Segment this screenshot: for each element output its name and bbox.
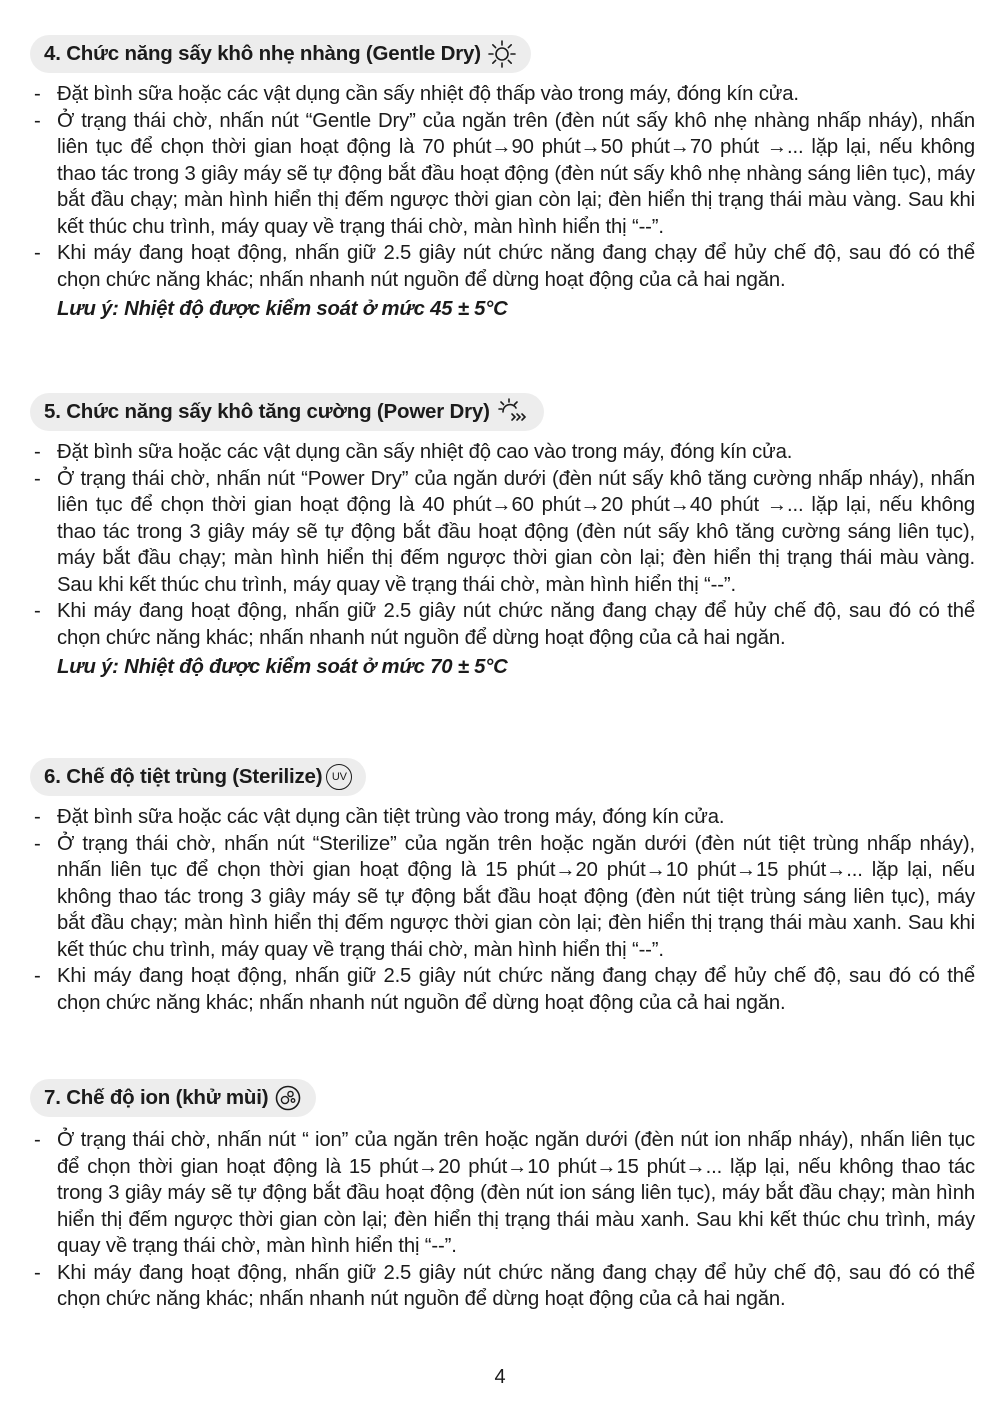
list-item: - Ở trạng thái chờ, nhấn nút “Sterilize” của ngăn trên hoặc ngăn dưới (đèn nút tiệt trùng nhấp nháy), nhấn liên tục để chọn thời gian hoạt động là 15 phút→20 phút→10 phút→15 phút→... lặp lại, nếu không thao tác trong 3 giây máy sẽ tự động bắt đầu hoạt động (đèn nút tiệt trùng sáng liên tục), máy bắt đầu chạy; màn hình hiển thị đếm ngược thời gian còn lại; đèn hiển thị trạng thái màu xanh. Sau khi kết thúc chu trình, máy quay về trạng thái chờ, màn hình hiển thị “--”. xyxy=(34,832,975,961)
bullet-list xyxy=(30,81,975,293)
section-heading xyxy=(30,758,366,796)
section-sterilize xyxy=(30,758,975,1016)
list-item: - Ở trạng thái chờ, nhấn nút “Gentle Dry” của ngăn trên (đèn nút sấy khô nhẹ nhàng nhấp nháy), nhấn liên tục để chọn thời gian hoạt động là 70 phút→90 phút→50 phút→70 phút →... lặp lại, nếu không thao tác trong 3 giây máy sẽ tự động bắt đầu hoạt động (đèn nút sấy khô nhẹ nhàng sáng liên tục), máy bắt đầu chạy; màn hình hiển thị đếm ngược thời gian còn lại; đèn hiển thị trạng thái màu vàng. Sau khi kết thúc chu trình, máy quay về trạng thái chờ, màn hình hiển thị “--”. xyxy=(34,109,975,238)
section-title: 6. Chế độ tiệt trùng (Sterilize) xyxy=(44,765,323,788)
section-power-dry xyxy=(30,393,975,681)
page-number: 4 xyxy=(494,1366,506,1388)
list-item: - Khi máy đang hoạt động, nhấn giữ 2.5 giây nút chức năng đang chạy để hủy chế độ, sau đó có thể chọn chức năng khác; nhấn nhanh nút nguồn để dừng hoạt động của cả hai ngăn. xyxy=(34,242,975,291)
sun-icon xyxy=(487,39,517,69)
list-item: - Đặt bình sữa hoặc các vật dụng cần tiệt trùng vào trong máy, đóng kín cửa. xyxy=(34,806,725,828)
list-item: - Đặt bình sữa hoặc các vật dụng cần sấy nhiệt độ cao vào trong máy, đóng kín cửa. xyxy=(34,441,793,463)
section-heading xyxy=(30,1079,316,1117)
list-item: - Ở trạng thái chờ, nhấn nút “Power Dry” của ngăn dưới (đèn nút sấy khô tăng cường nhấp nháy), nhấn liên tục để chọn thời gian hoạt động là 40 phút→60 phút→20 phút→40 phút →... lặp lại, nếu không thao tác trong 3 giây máy sẽ tự động bắt đầu hoạt động (đèn nút sấy khô tăng cường sáng liên tục), máy bắt đầu chạy; màn hình hiển thị đếm ngược thời gian còn lại; đèn hiển thị trạng thái màu vàng. Sau khi kết thúc chu trình, máy quay về trạng thái chờ, màn hình hiển thị “--”. xyxy=(34,467,975,596)
ion-icon xyxy=(274,1084,302,1112)
bullet-list xyxy=(30,439,975,651)
section-gentle-dry xyxy=(30,35,975,323)
list-item: - Khi máy đang hoạt động, nhấn giữ 2.5 giây nút chức năng đang chạy để hủy chế độ, sau đó có thể chọn chức năng khác; nhấn nhanh nút nguồn để dừng hoạt động của cả hai ngăn. xyxy=(34,965,975,1014)
section-title: 7. Chế độ ion (khử mùi) xyxy=(44,1086,269,1109)
list-item: - Khi máy đang hoạt động, nhấn giữ 2.5 giây nút chức năng đang chạy để hủy chế độ, sau đó có thể chọn chức năng khác; nhấn nhanh nút nguồn để dừng hoạt động của cả hai ngăn. xyxy=(34,600,975,649)
power-dry-icon xyxy=(496,397,530,427)
list-item: - Ở trạng thái chờ, nhấn nút “ ion” của ngăn trên hoặc ngăn dưới (đèn nút ion nhấp nháy), nhấn liên tục để chọn thời gian hoạt động là 15 phút→20 phút→10 phút→15 phút→... lặp lại, nếu không thao tác trong 3 giây máy sẽ tự động bắt đầu hoạt động (đèn nút ion sáng liên tục), máy bắt đầu chạy; màn hình hiển thị đếm ngược thời gian còn lại; đèn hiển thị trạng thái màu xanh. Sau khi kết thúc chu trình, máy quay về trạng thái chờ, màn hình hiển thị “--”. xyxy=(34,1129,975,1257)
section-ion xyxy=(30,1079,975,1313)
uv-icon: UV xyxy=(326,764,352,790)
temperature-note: Lưu ý: Nhiệt độ được kiểm soát ở mức 45 ± 5°C xyxy=(57,298,508,320)
temperature-note: Lưu ý: Nhiệt độ được kiểm soát ở mức 70 ± 5°C xyxy=(57,656,508,678)
bullet-list xyxy=(30,1127,975,1313)
bullet-list xyxy=(30,804,975,1016)
list-item: - Đặt bình sữa hoặc các vật dụng cần sấy nhiệt độ thấp vào trong máy, đóng kín cửa. xyxy=(34,83,799,105)
section-heading xyxy=(30,393,544,431)
section-title: 5. Chức năng sấy khô tăng cường (Power Dry) xyxy=(44,400,490,423)
list-item: - Khi máy đang hoạt động, nhấn giữ 2.5 giây nút chức năng đang chạy để hủy chế độ, sau đó có thể chọn chức năng khác; nhấn nhanh nút nguồn để dừng hoạt động của cả hai ngăn. xyxy=(34,1261,975,1310)
section-title: 4. Chức năng sấy khô nhẹ nhàng (Gentle Dry) xyxy=(44,42,481,65)
section-heading xyxy=(30,35,531,73)
